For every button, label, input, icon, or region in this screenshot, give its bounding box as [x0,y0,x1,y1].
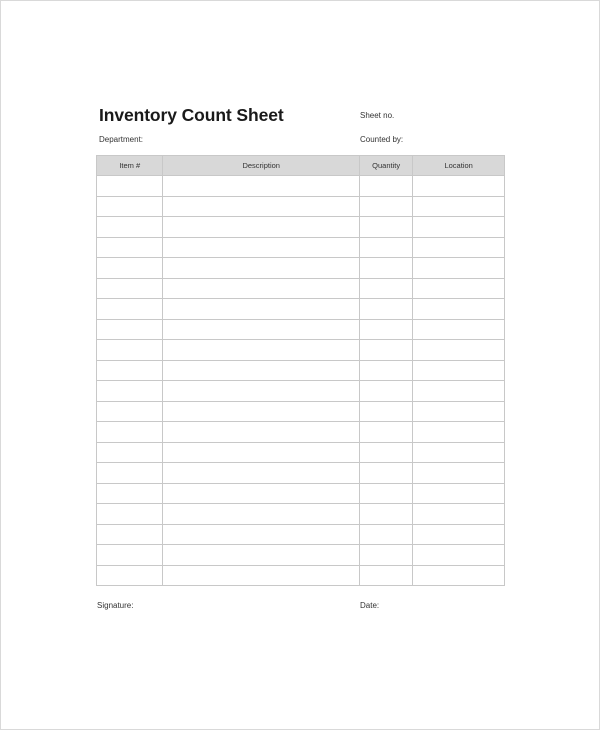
table-cell-description[interactable] [163,504,359,525]
table-row [97,524,505,545]
table-cell-item[interactable] [97,545,163,566]
inventory-table-container [96,155,505,586]
table-cell-location[interactable] [413,217,505,238]
table-cell-description[interactable] [163,278,359,299]
table-row [97,483,505,504]
table-cell-item[interactable] [97,483,163,504]
table-cell-description[interactable] [163,360,359,381]
table-row [97,340,505,361]
table-cell-quantity[interactable] [359,483,412,504]
counted-by-label: Counted by: [360,135,404,144]
table-header-row [97,156,505,176]
table-cell-description[interactable] [163,196,359,217]
table-cell-quantity[interactable] [359,422,412,443]
table-cell-description[interactable] [163,381,359,402]
table-row [97,545,505,566]
table-cell-location[interactable] [413,258,505,279]
table-cell-item[interactable] [97,217,163,238]
table-cell-quantity[interactable] [359,545,412,566]
table-cell-description[interactable] [163,524,359,545]
table-cell-item[interactable] [97,360,163,381]
table-cell-item[interactable] [97,524,163,545]
table-cell-quantity[interactable] [359,401,412,422]
table-cell-item[interactable] [97,401,163,422]
table-cell-location[interactable] [413,442,505,463]
signature-label: Signature: [97,601,134,610]
table-cell-description[interactable] [163,237,359,258]
table-row [97,463,505,484]
table-cell-location[interactable] [413,196,505,217]
table-cell-description[interactable] [163,483,359,504]
table-cell-item[interactable] [97,319,163,340]
department-label: Department: [99,135,144,144]
table-cell-quantity[interactable] [359,381,412,402]
table-cell-location[interactable] [413,565,505,586]
table-cell-quantity[interactable] [359,176,412,197]
page-title: Inventory Count Sheet [99,105,284,125]
table-cell-description[interactable] [163,401,359,422]
table-cell-quantity[interactable] [359,299,412,320]
table-cell-description[interactable] [163,545,359,566]
table-cell-description[interactable] [163,258,359,279]
table-cell-description[interactable] [163,340,359,361]
table-cell-description[interactable] [163,442,359,463]
table-row [97,237,505,258]
table-cell-quantity[interactable] [359,340,412,361]
table-row [97,401,505,422]
table-row [97,258,505,279]
table-row [97,442,505,463]
table-row [97,319,505,340]
table-cell-location[interactable] [413,401,505,422]
table-cell-description[interactable] [163,299,359,320]
table-cell-item[interactable] [97,442,163,463]
table-cell-description[interactable] [163,217,359,238]
table-cell-description[interactable] [163,319,359,340]
table-cell-location[interactable] [413,237,505,258]
table-cell-quantity[interactable] [359,463,412,484]
table-cell-location[interactable] [413,545,505,566]
table-cell-location[interactable] [413,422,505,443]
table-cell-quantity[interactable] [359,258,412,279]
date-label: Date: [360,601,380,610]
table-cell-location[interactable] [413,381,505,402]
table-cell-quantity[interactable] [359,442,412,463]
table-body [97,176,505,586]
table-cell-item[interactable] [97,237,163,258]
table-cell-item[interactable] [97,565,163,586]
table-row [97,217,505,238]
table-cell-item[interactable] [97,422,163,443]
table-cell-item[interactable] [97,196,163,217]
table-row [97,196,505,217]
table-cell-quantity[interactable] [359,360,412,381]
table-cell-location[interactable] [413,176,505,197]
table-cell-location[interactable] [413,504,505,525]
table-cell-item[interactable] [97,381,163,402]
table-row [97,422,505,443]
table-cell-description[interactable] [163,565,359,586]
sheet-no-label: Sheet no. [360,111,395,120]
table-cell-item[interactable] [97,176,163,197]
table-cell-quantity[interactable] [359,196,412,217]
table-cell-item[interactable] [97,340,163,361]
table-cell-item[interactable] [97,278,163,299]
table-cell-quantity[interactable] [359,565,412,586]
column-header-description: Description [163,156,359,176]
table-row [97,299,505,320]
table-cell-description[interactable] [163,422,359,443]
column-header-location: Location [413,156,505,176]
table-cell-location[interactable] [413,299,505,320]
table-cell-item[interactable] [97,258,163,279]
column-header-item: Item # [97,156,163,176]
table-row [97,504,505,525]
table-cell-location[interactable] [413,278,505,299]
table-cell-quantity[interactable] [359,278,412,299]
inventory-table [96,155,505,586]
table-cell-quantity[interactable] [359,217,412,238]
table-cell-description[interactable] [163,463,359,484]
table-cell-quantity[interactable] [359,237,412,258]
table-cell-quantity[interactable] [359,319,412,340]
table-cell-location[interactable] [413,319,505,340]
table-cell-location[interactable] [413,360,505,381]
table-row [97,360,505,381]
table-cell-quantity[interactable] [359,504,412,525]
table-cell-item[interactable] [97,463,163,484]
table-cell-location[interactable] [413,463,505,484]
table-cell-item[interactable] [97,299,163,320]
table-cell-location[interactable] [413,483,505,504]
table-row [97,176,505,197]
table-row [97,381,505,402]
table-cell-location[interactable] [413,524,505,545]
table-cell-location[interactable] [413,340,505,361]
table-row [97,565,505,586]
column-header-quantity: Quantity [359,156,412,176]
table-cell-item[interactable] [97,504,163,525]
table-row [97,278,505,299]
table-cell-description[interactable] [163,176,359,197]
table-cell-quantity[interactable] [359,524,412,545]
